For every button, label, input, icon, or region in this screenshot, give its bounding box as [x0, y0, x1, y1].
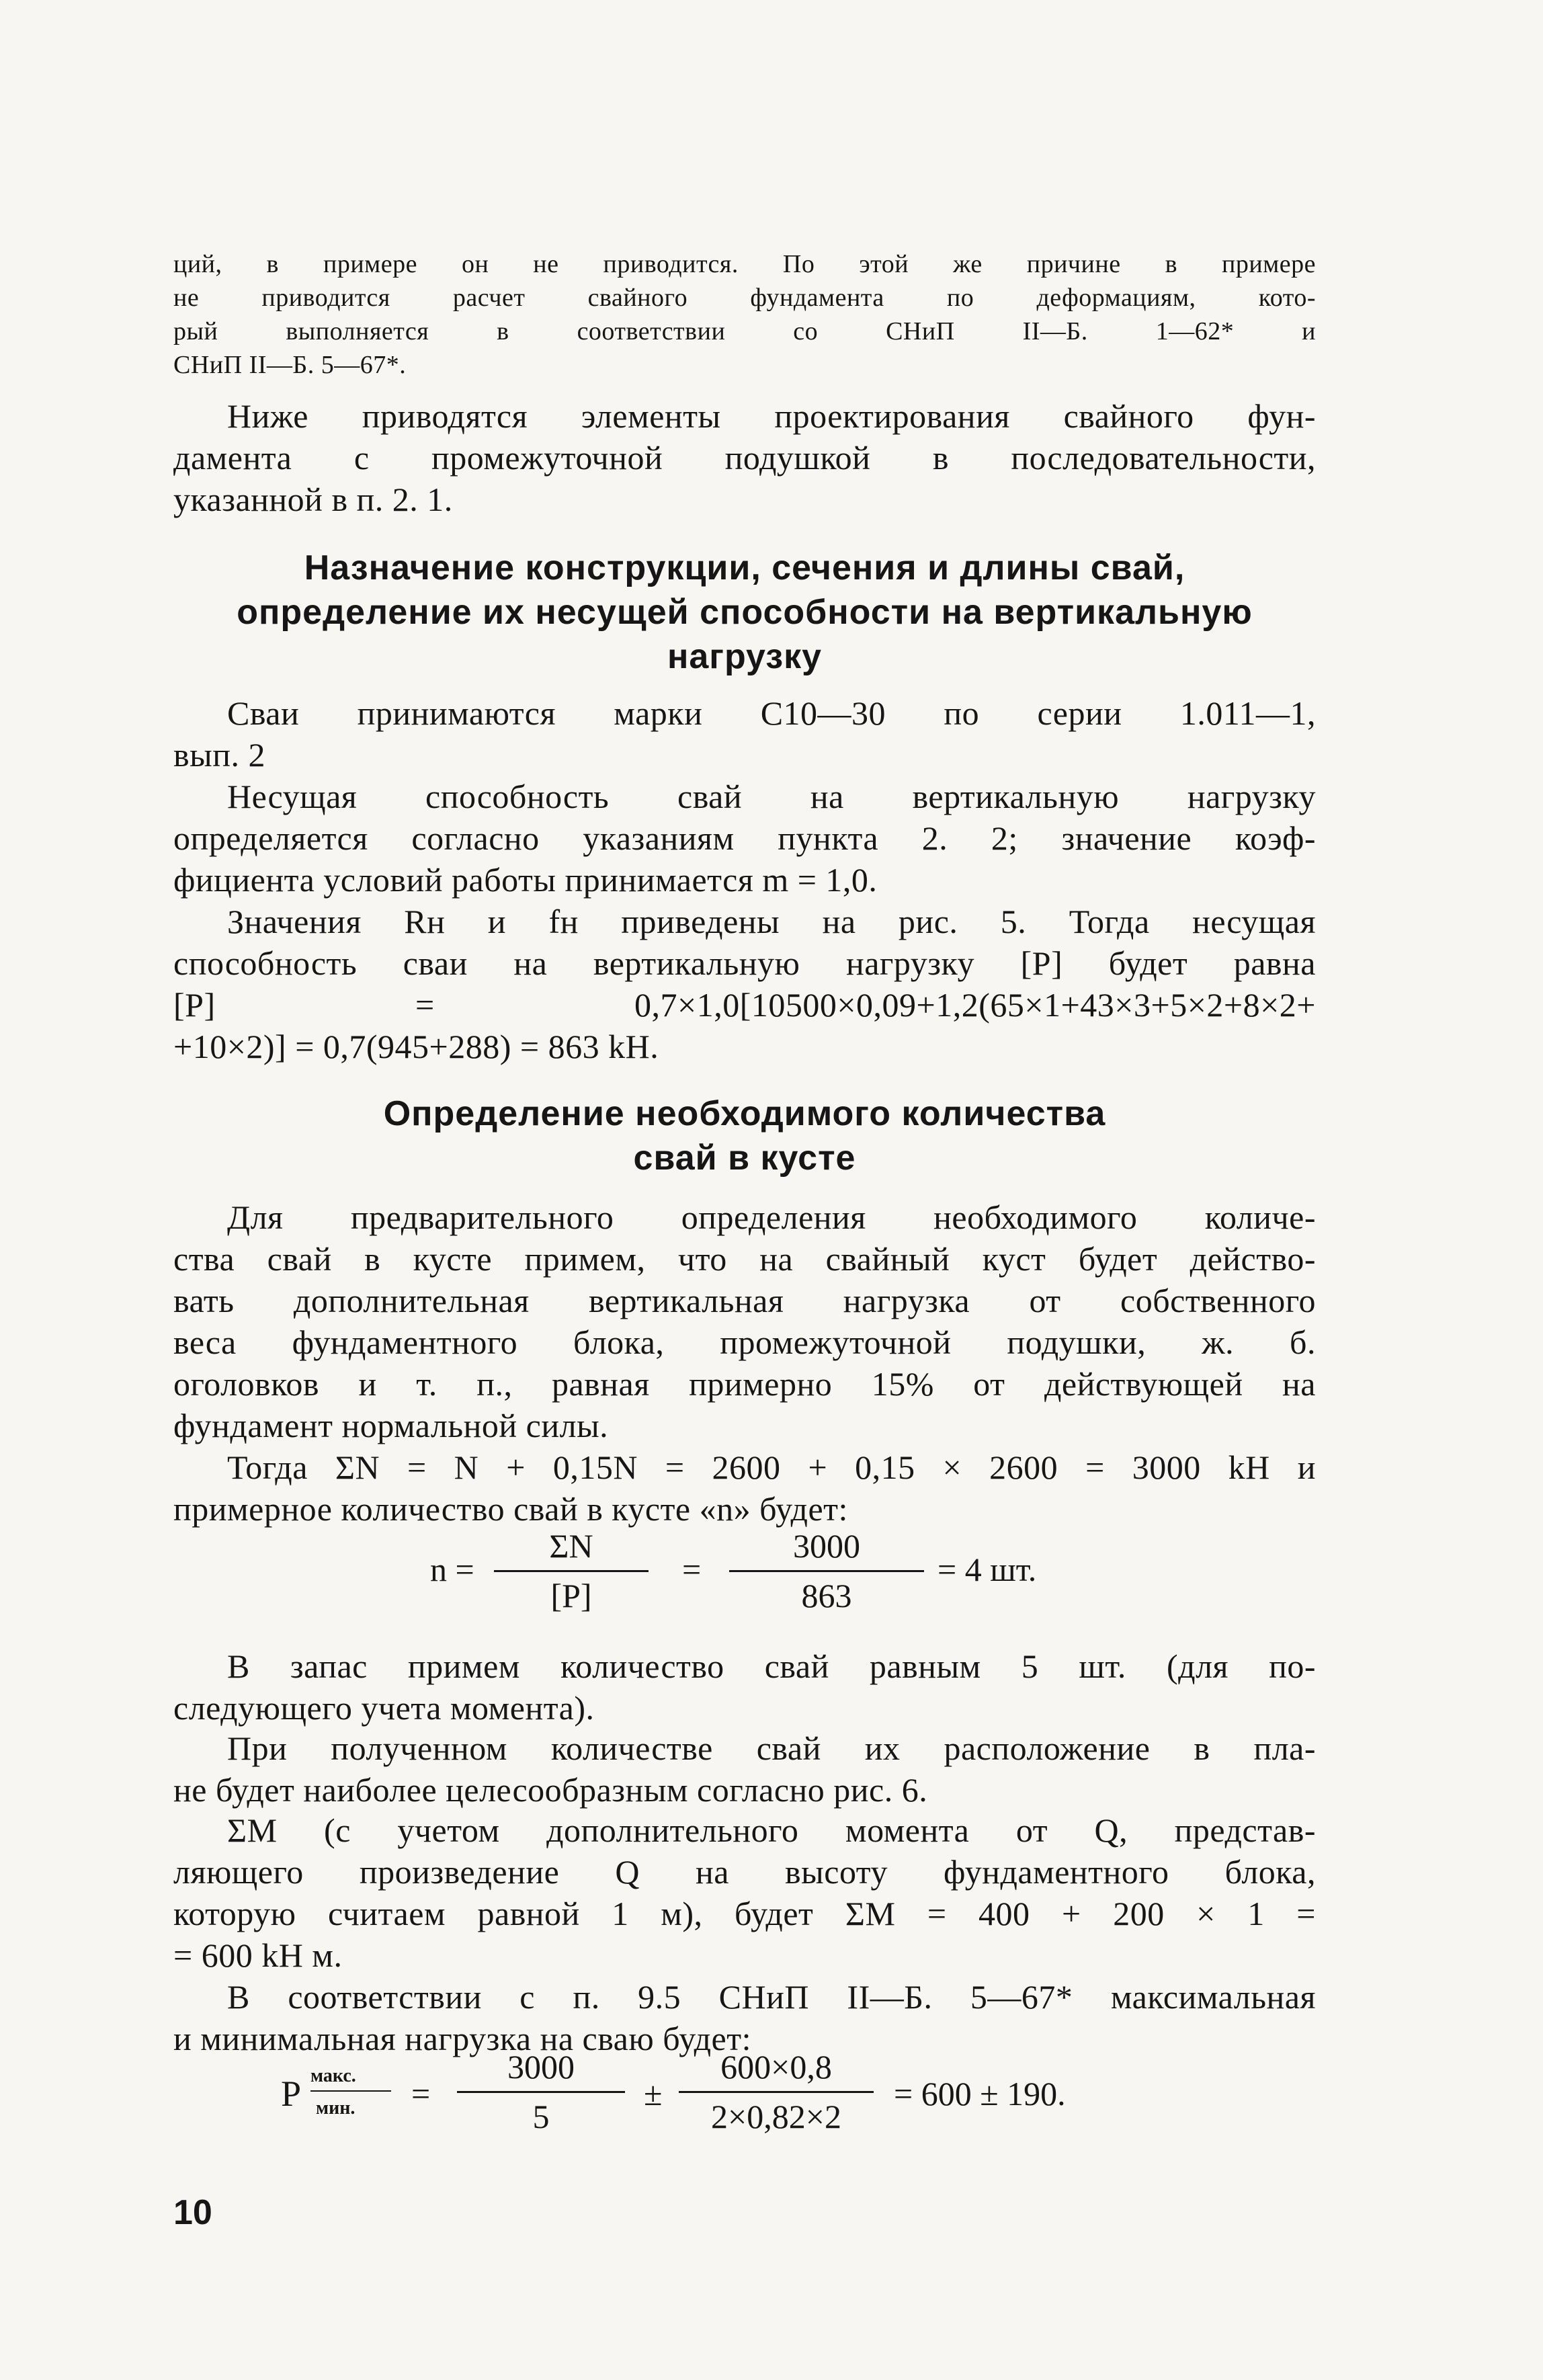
denominator: 2×0,82×2 [711, 2098, 841, 2135]
paragraph-reserve [173, 1645, 1316, 1729]
text-line: оголовков и т. п., равная примерно 15% от действующей на [173, 1365, 1316, 1403]
formula-lhs: n = [430, 1551, 474, 1588]
text-line: ΣM (с учетом дополнительного момента от Q, представ- [227, 1811, 1316, 1849]
formula-result: = 600 ± 190. [894, 2075, 1066, 2112]
text-line: ций, в примере он не приводится. По этой же причине в примере [173, 250, 1316, 278]
text-line: следующего учета момента). [173, 1689, 595, 1727]
text-line: и минимальная нагрузка на сваю будет: [173, 2020, 751, 2057]
text-line: СНиП II—Б. 5—67*. [173, 351, 407, 379]
intro-small-text [173, 247, 1316, 382]
text-line: рый выполняется в соответствии со СНиП II—Б. 1—62* и [173, 317, 1316, 345]
text-line: +10×2)] = 0,7(945+288) = 863 kH. [173, 1028, 659, 1065]
text-line: [P] = 0,7×1,0[10500×0,09+1,2(65×1+43×3+5×2+8×2+ [173, 986, 1316, 1024]
subscript-bar [310, 2090, 391, 2092]
text-line: = 600 kH м. [173, 1936, 343, 1974]
text-line: фундамент нормальной силы. [173, 1407, 609, 1444]
fraction-bar [729, 1570, 924, 1572]
text-line: не приводится расчет свайного фундамента по деформациям, кото- [173, 284, 1316, 312]
paragraph-layout [173, 1727, 1316, 1811]
text-line: В запас примем количество свай равным 5 шт. (для по- [227, 1647, 1316, 1685]
text-line: определяется согласно указаниям пункта 2. 2; значение коэф- [173, 819, 1316, 857]
section-heading-design [173, 546, 1316, 679]
paragraph-then [173, 1446, 1316, 1530]
paragraph-svai [173, 692, 1316, 776]
numerator: ΣN [549, 1527, 593, 1565]
heading-line: Назначение конструкции, сечения и длины свай, [304, 548, 1185, 587]
heading-line: нагрузку [667, 637, 823, 676]
subscript-max: макс. [310, 2065, 356, 2086]
text-line: не будет наиболее целесообразным согласно рис. 6. [173, 1771, 928, 1809]
fraction-bar [679, 2091, 874, 2093]
equals-sign: = [682, 1551, 702, 1588]
formula-result: = 4 шт. [937, 1551, 1037, 1588]
text-line: Сваи принимаются марки С10—30 по серии 1.011—1, [227, 694, 1316, 732]
text-line: способность сваи на вертикальную нагрузку [P] будет равна [173, 944, 1316, 982]
denominator: 5 [532, 2098, 550, 2135]
subscript-min: мин. [316, 2098, 356, 2119]
text-line: дамента с промежуточной подушкой в последовательности, [173, 439, 1316, 477]
text-line: При полученном количестве свай их расположение в пла- [227, 1729, 1316, 1767]
text-line: Несущая способность свай на вертикальную нагрузку [227, 778, 1316, 815]
heading-line: определение их несущей способности на вертикальную [237, 593, 1253, 632]
page-number: 10 [173, 2193, 212, 2232]
fraction-bar [457, 2091, 625, 2093]
formula-p: P [281, 2074, 302, 2114]
heading-line: свай в кусте [633, 1139, 856, 1178]
paragraph-bearing-capacity [173, 776, 1316, 901]
text-line: ляющего произведение Q на высоту фундаментного блока, [173, 1853, 1316, 1891]
fraction-bar [494, 1570, 649, 1572]
numerator: 600×0,8 [720, 2048, 832, 2086]
text-line: В соответствии с п. 9.5 СНиП II—Б. 5—67* максимальная [227, 1978, 1316, 2016]
paragraph-moment [173, 1809, 1316, 1976]
section-heading-quantity [173, 1092, 1316, 1180]
text-line: примерное количество свай в кусте «n» будет: [173, 1490, 848, 1528]
text-line: Ниже приводятся элементы проектирования свайного фун- [227, 397, 1316, 435]
paragraph-values [173, 901, 1316, 1067]
denominator: [P] [550, 1577, 592, 1614]
text-line: вып. 2 [173, 736, 265, 774]
text-line: ства свай в кусте примем, что на свайный куст будет действо- [173, 1240, 1316, 1278]
text-line: Для предварительного определения необходимого количе- [227, 1198, 1316, 1236]
text-line: фициента условий работы принимается m = 1,0. [173, 861, 878, 899]
paragraph-preliminary [173, 1196, 1316, 1446]
plus-minus-sign: ± [644, 2075, 663, 2112]
text-line: веса фундаментного блока, промежуточной подушки, ж. б. [173, 1323, 1316, 1361]
text-line: указанной в п. 2. 1. [173, 481, 453, 518]
heading-line: Определение необходимого количества [383, 1094, 1106, 1133]
text-line: которую считаем равной 1 м), будет ΣM = 400 + 200 × 1 = [173, 1895, 1316, 1932]
text-line: Значения Rн и fн приведены на рис. 5. Тогда несущая [227, 903, 1316, 940]
equals-sign: = [411, 2075, 431, 2112]
text-line: Тогда ΣN = N + 0,15N = 2600 + 0,15 × 2600 = 3000 kH и [227, 1448, 1316, 1486]
numerator: 3000 [507, 2048, 575, 2086]
numerator: 3000 [793, 1527, 860, 1565]
text-line: вать дополнительная вертикальная нагрузка от собственного [173, 1282, 1316, 1319]
denominator: 863 [801, 1577, 852, 1614]
intro-paragraph [173, 395, 1316, 520]
